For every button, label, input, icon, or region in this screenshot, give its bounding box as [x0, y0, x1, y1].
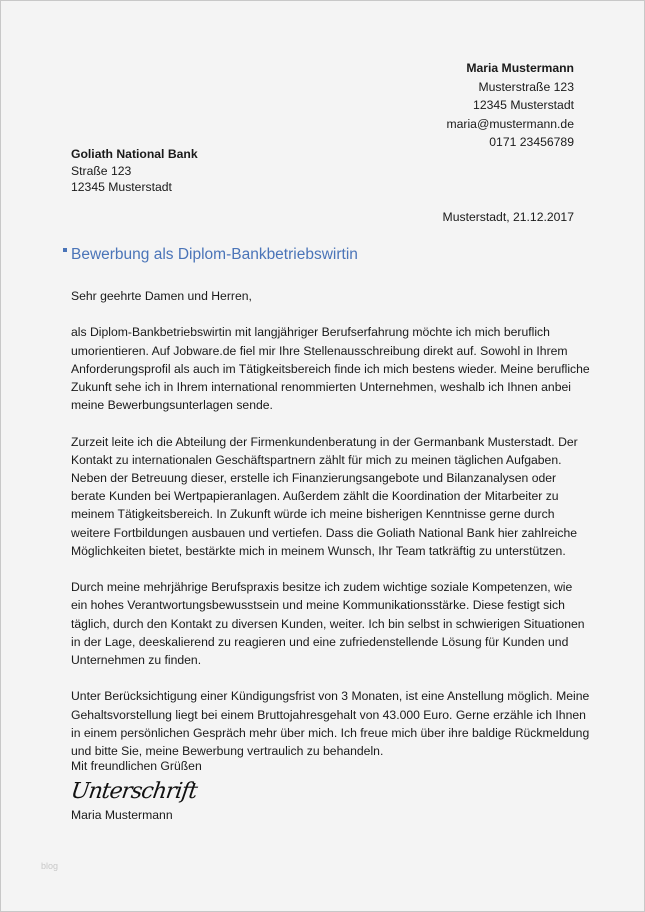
recipient-name: Goliath National Bank [71, 147, 198, 161]
closing-block [71, 758, 202, 824]
recipient-street: Straße 123 [71, 163, 132, 178]
sender-city: 12345 Musterstadt [473, 98, 574, 112]
salutation: Sehr geehrte Damen und Herren, [71, 289, 252, 303]
watermark: blog [41, 861, 59, 871]
sender-street: Musterstraße 123 [478, 79, 574, 94]
paragraph-2: Zurzeit leite ich die Abteilung der Firmenkundenberatung in der Germanbank Musterstadt. Der Kontakt zu internationalen Geschäftspartnern zählt für mich zu meinen täglichen Aufgaben. Neben der Betreuung dieser, erstelle ich Finanzierungsangebote und Bilanzanalysen oder berate Kunden bei Wertpapieranlagen. Außerdem zählt die Koordination der Mitarbeiter zu meinem Tätigkeitsbereich. In Zukunft würde ich meine bisherigen Kenntnisse gerne durch weitere Fortbildungen ausbauen und vertiefen. Dass die Goliath National Bank hier zahlreiche Möglichkeiten bietet, bestärkte mich in meinem Wunsch, Ihr Team tatkräftig zu unterstützen. [71, 434, 578, 558]
sender-name: Maria Mustermann [466, 61, 574, 75]
sender-phone: 0171 23456789 [489, 135, 574, 149]
letter-date: Musterstadt, 21.12.2017 [442, 210, 574, 224]
recipient-address-block [71, 146, 198, 196]
paragraph-1: als Diplom-Bankbetriebswirtin mit langjähriger Berufserfahrung möchte ich mich beruflich umorientieren. Auf Jobware.de fiel mir Ihre Stellenausschreibung direkt auf. Sowohl in Ihrem Anforderungsprofil als auch im Tätigkeitsbereich finde ich mich bestens wieder. Meine berufliche Zukunft sehe ich in Ihrem international renommierten Unternehmen, weshalb ich Ihnen anbei meine Bewerbungsunterlagen sende. [71, 325, 590, 413]
paragraph-3: Durch meine mehrjährige Berufspraxis besitze ich zudem wichtige soziale Kompetenzen, wie ein hohes Verantwortungsbewusstsein und meine Kommunikationsstärke. Diese festigt sich täglich, durch den Kontakt zu diversen Kunden, weiter. Ich bin selbst in schwierigen Situationen in der Lage, deeskalierend zu reagieren und eine zufriedenstellende Lösung für Kunden und Unternehmen zu finden. [71, 580, 585, 668]
paragraph-4: Unter Berücksichtigung einer Kündigungsfrist von 3 Monaten, ist eine Anstellung möglich. Meine Gehaltsvorstellung liegt bei einem Bruttojahresgehalt von 43.000 Euro. Gerne erzähle ich Ihnen in einem persönlichen Gespräch mehr über mich. Ich freue mich über ihre baldige Rückmeldung und bitte Sie, meine Bewerbung vertraulich zu behandeln. [71, 689, 590, 759]
letter-body [71, 287, 591, 778]
sender-address-block [446, 59, 574, 152]
heading-marker-icon [63, 248, 67, 252]
subject-text: Bewerbung als Diplom-Bankbetriebswirtin [71, 246, 358, 263]
sender-email: maria@mustermann.de [446, 116, 574, 131]
recipient-city: 12345 Musterstadt [71, 180, 172, 194]
closing-greeting: Mit freundlichen Grüßen [71, 759, 202, 773]
handwritten-signature: Unterschrift [69, 779, 199, 804]
closing-name: Maria Mustermann [71, 808, 173, 822]
subject-heading [63, 246, 358, 264]
